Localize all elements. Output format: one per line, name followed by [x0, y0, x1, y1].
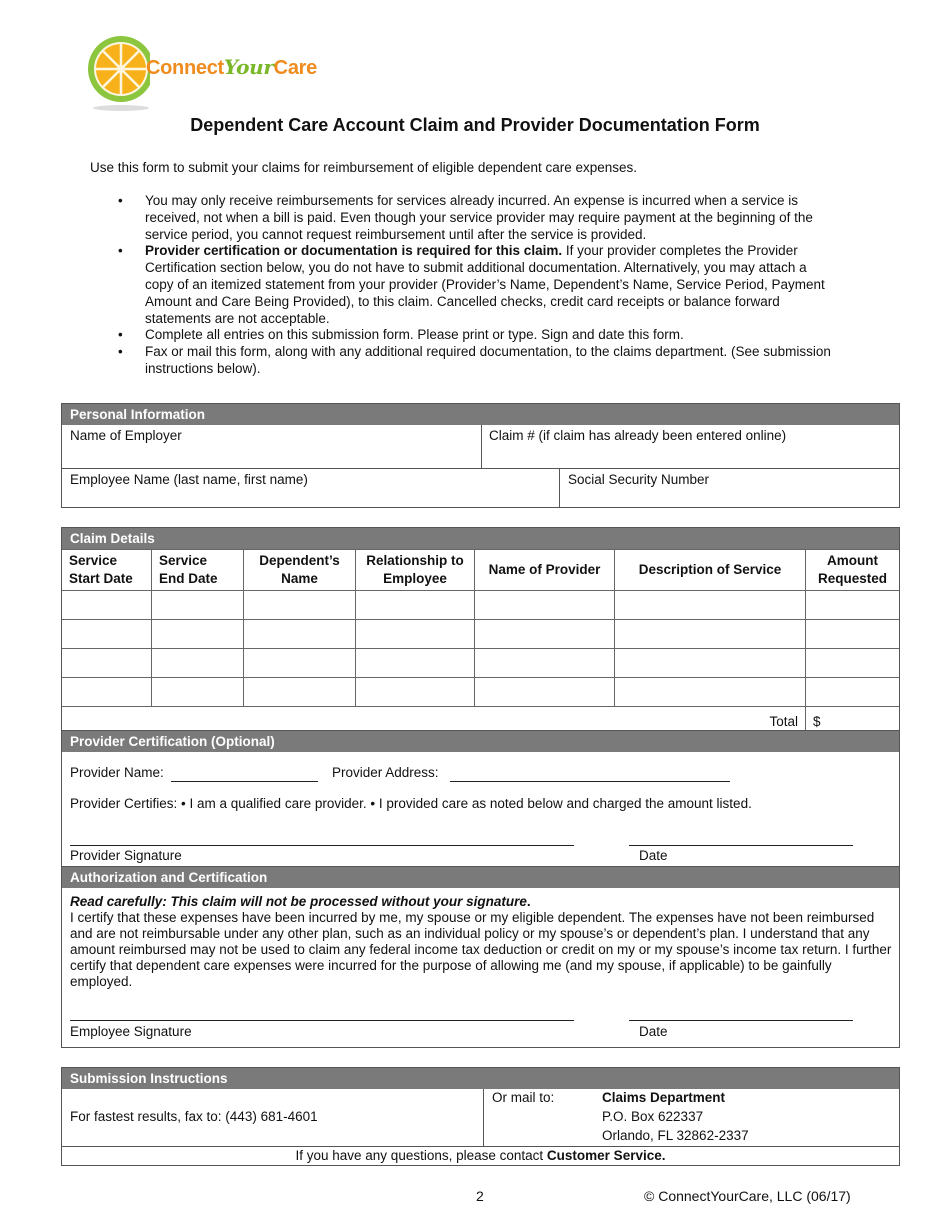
provider-address-label: Provider Address: — [332, 765, 439, 780]
page-number: 2 — [476, 1188, 484, 1204]
form-title: Dependent Care Account Claim and Provider Documentation Form — [190, 115, 760, 135]
employee-signature-label: Employee Signature — [70, 1024, 192, 1039]
mail-address-line1: Claims Department — [602, 1090, 726, 1105]
col-description: Description of Service — [615, 550, 806, 591]
company-logo — [88, 32, 328, 112]
col-dependent-name: Dependent’s Name — [244, 550, 356, 591]
table-row[interactable] — [62, 649, 899, 678]
intro-text: Use this form to submit your claims for reimbursement of eligible dependent care expenses. — [90, 160, 638, 175]
provider-date-line[interactable] — [629, 845, 853, 846]
claims-table — [62, 549, 899, 735]
col-service-start: Service Start Date — [62, 550, 152, 591]
list-item: • You may only receive reimbursements for services already incurred. An expense is incurred when a service is received, not when a bill is paid. Even though your service provider may require payment at the beginning of the service period, you cannot request reimbursement until after the service is provided. — [118, 193, 838, 243]
submission-section — [61, 1067, 900, 1166]
logo-wordmark: ConnectYourCare — [146, 55, 317, 79]
employee-signature-line[interactable] — [70, 1020, 574, 1021]
col-service-end: Service End Date — [152, 550, 244, 591]
list-item: • Fax or mail this form, along with any additional required documentation, to the claims department. (See submission instructions below). — [118, 344, 838, 378]
provider-signature-line[interactable] — [70, 845, 574, 846]
claim-details-section — [61, 527, 900, 732]
mail-label: Or mail to: — [492, 1090, 555, 1105]
section-header: Personal Information — [62, 404, 899, 425]
list-item: • Complete all entries on this submission form. Please print or type. Sign and date this form. — [118, 327, 838, 344]
section-header: Submission Instructions — [62, 1068, 899, 1089]
provider-name-input[interactable] — [171, 781, 318, 782]
certification-text: Read carefully: This claim will not be processed without your signature. I certify that these expenses have been incurred by me, my spouse or my eligible dependent. The expenses have not been reimbursed and are not reimbursable under any other plan, such as an individual policy or my spouse’s or dependent’s plan. I understand that any amount reimbursed may not be used to claim any federal income tax deduction or credit on my or my spouse’s income tax return. I further certify that dependent care expenses were incurred for the purpose of allowing me (and my spouse, if applicable) to be gainfully employed. — [70, 894, 892, 989]
personal-info-section — [61, 403, 900, 508]
section-header: Claim Details — [62, 528, 899, 549]
provider-address-input[interactable] — [450, 781, 730, 782]
claim-number-field[interactable]: Claim # (if claim has already been entered online) — [489, 428, 787, 443]
col-relationship: Relationship to Employee — [356, 550, 475, 591]
fax-instructions: For fastest results, fax to: (443) 681-4601 — [70, 1109, 318, 1124]
employee-name-field[interactable]: Employee Name (last name, first name) — [70, 472, 308, 487]
col-amount: Amount Requested — [806, 550, 900, 591]
mail-address-line3: Orlando, FL 32862-2337 — [602, 1128, 749, 1143]
section-header: Authorization and Certification — [62, 867, 899, 888]
provider-date-label: Date — [639, 848, 668, 863]
col-provider-name: Name of Provider — [475, 550, 615, 591]
employer-field[interactable]: Name of Employer — [70, 428, 182, 443]
total-amount-field[interactable]: $ — [806, 707, 900, 736]
copyright: © ConnectYourCare, LLC (06/17) — [644, 1188, 851, 1204]
provider-signature-label: Provider Signature — [70, 848, 182, 863]
authorization-section — [61, 866, 900, 1048]
customer-service-note: If you have any questions, please contact Customer Service. — [295, 1148, 666, 1163]
table-row[interactable] — [62, 678, 899, 707]
instruction-list — [118, 193, 838, 378]
mail-address-line2: P.O. Box 622337 — [602, 1109, 704, 1124]
table-row[interactable] — [62, 620, 899, 649]
list-item: • Provider certification or documentation is required for this claim. If your provider completes the Provider Certification section below, you do not have to submit additional documentation. Alternatively, you may attach a copy of an itemized statement from your provider (Provider’s Name, Dependent’s Name, Service Period, Payment Amount and Care Being Provided), to this claim. Cancelled checks, credit card receipts or balance forward statements are not acceptable. — [118, 243, 838, 327]
employee-date-line[interactable] — [629, 1020, 853, 1021]
total-label: Total — [62, 707, 806, 736]
ssn-field[interactable]: Social Security Number — [568, 472, 710, 487]
orange-slice-icon — [88, 32, 150, 112]
provider-certification-section — [61, 730, 900, 867]
provider-name-label: Provider Name: — [70, 765, 164, 780]
provider-certifies-text: Provider Certifies: • I am a qualified care provider. • I provided care as noted below and charged the amount listed. — [70, 796, 752, 811]
section-header: Provider Certification (Optional) — [62, 731, 899, 752]
employee-date-label: Date — [639, 1024, 668, 1039]
table-row[interactable] — [62, 591, 899, 620]
